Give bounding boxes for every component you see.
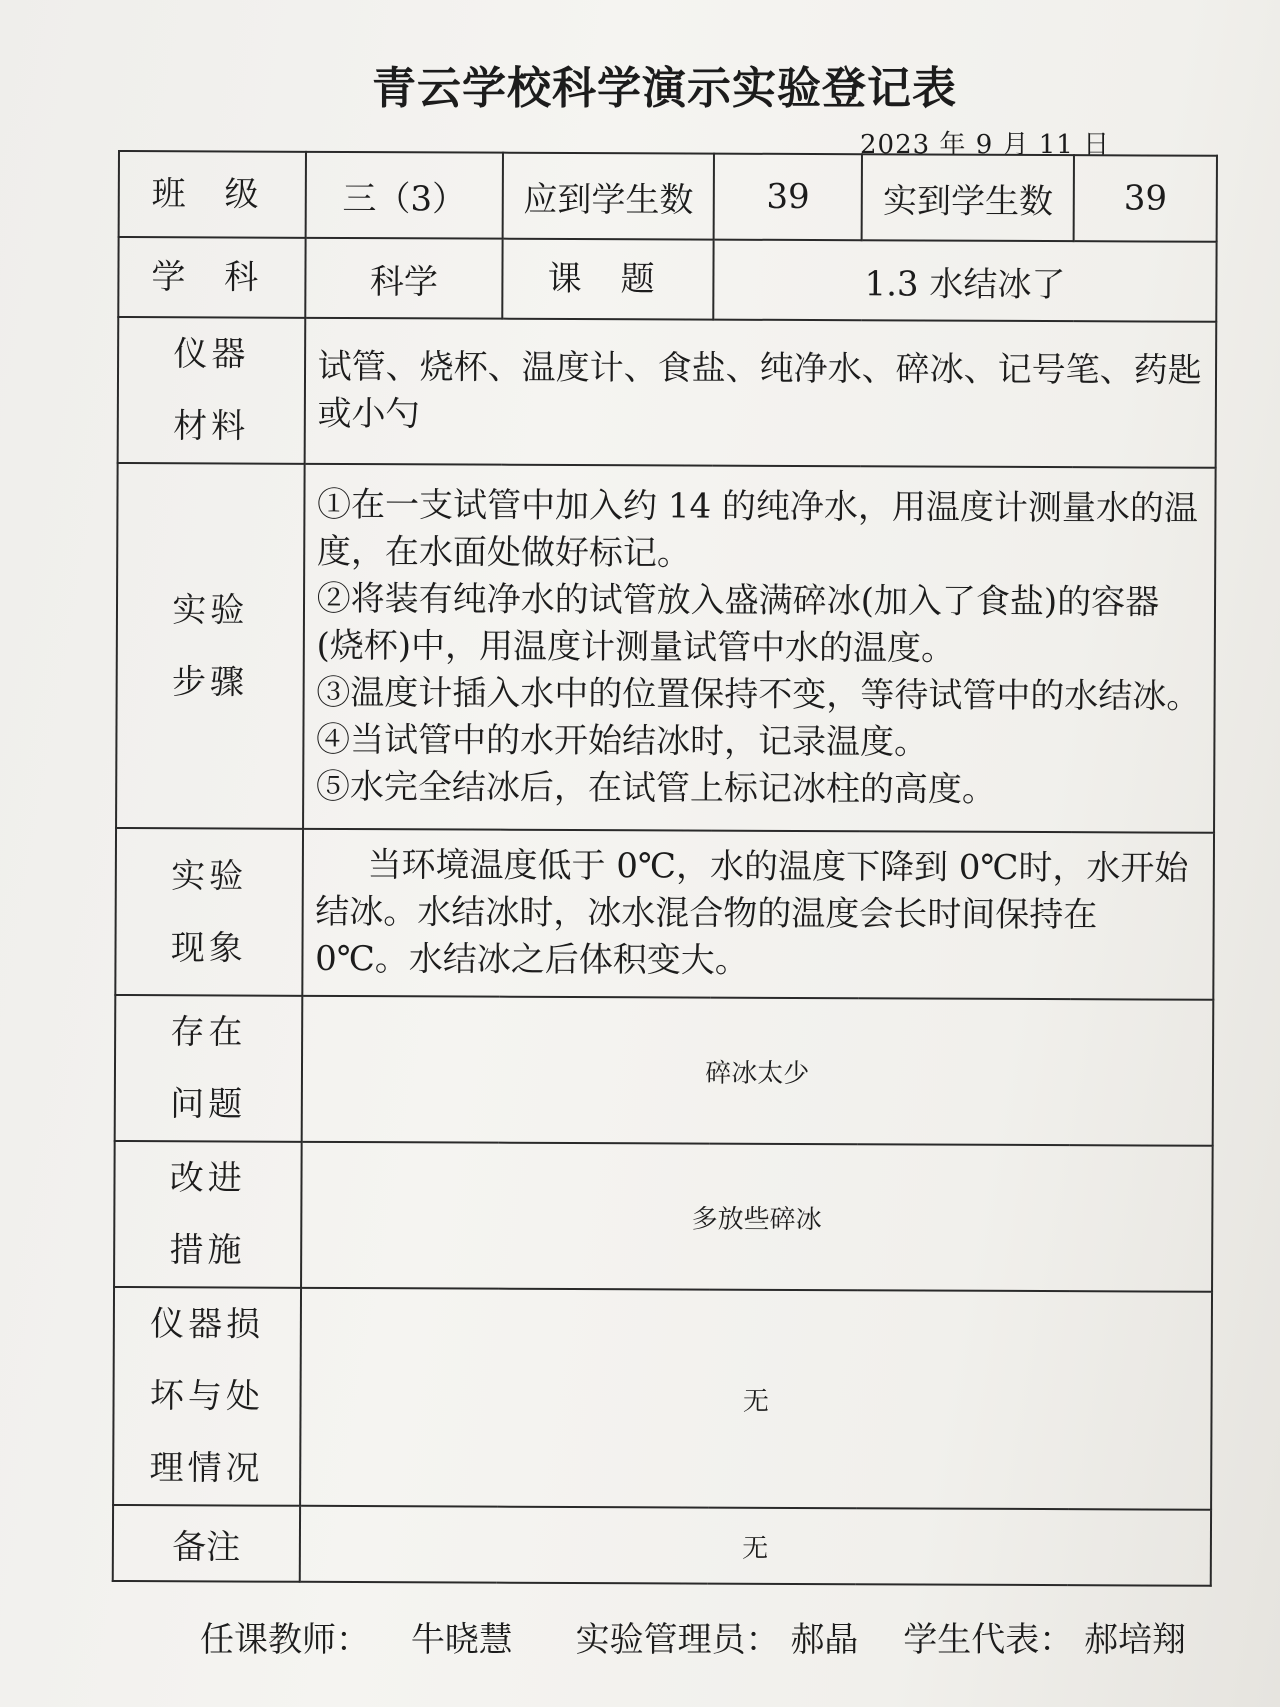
subject-label: 学 科 (118, 237, 305, 318)
subject-value: 科学 (305, 238, 503, 319)
list-item: ③温度计插入水中的位置保持不变，等待试管中的水结冰。 (316, 672, 1201, 717)
actual-students-label: 实到学生数 (862, 154, 1074, 241)
phenomenon-value: 当环境温度低于 0℃，水的温度下降到 0℃时，水开始结冰。水结冰时，冰水混合物的温度会长时间保持在 0℃。水结冰之后体积变大。 (302, 829, 1214, 1000)
list-item: ①在一支试管中加入约 14 的纯净水，用温度计测量水的温度，在水面处做好标记。 (316, 484, 1199, 574)
class-value: 三（3） (305, 152, 503, 239)
admin-name: 郝晶 (790, 1620, 859, 1660)
materials-label: 仪器 材料 (118, 317, 305, 464)
improvements-label: 改进 措施 (114, 1141, 301, 1288)
class-label: 班 级 (119, 151, 306, 238)
student-label: 学生代表： (903, 1620, 1074, 1660)
steps-label: 实验 步骤 (116, 463, 304, 829)
registration-table (112, 150, 1218, 1587)
table-row-materials (118, 317, 1217, 468)
list-item: ⑤水完全结冰后，在试管上标记冰柱的高度。 (315, 766, 996, 810)
damage-label: 仪器损 坏与处 理情况 (113, 1287, 301, 1506)
damage-value: 无 (300, 1288, 1212, 1510)
student-name: 郝培翔 (1084, 1620, 1187, 1660)
list-item: ④当试管中的水开始结冰时，记录温度。 (315, 719, 929, 763)
table-row-improvements (114, 1141, 1213, 1292)
table-row-steps (116, 463, 1216, 833)
steps-list (303, 464, 1216, 833)
table-row-remarks (113, 1505, 1211, 1586)
list-item: ②将装有纯净水的试管放入盛满碎冰(加入了食盐)的容器(烧杯)中，用温度计测量试管中水的温度。 (316, 578, 1160, 669)
table-row-phenomenon (115, 828, 1214, 1000)
page-title: 青云学校科学演示实验登记表 (372, 63, 957, 114)
improvements-value: 多放些碎冰 (301, 1142, 1213, 1292)
admin-label: 实验管理员： (575, 1620, 780, 1660)
remarks-value: 无 (299, 1506, 1211, 1586)
table-row-subject (118, 237, 1216, 322)
table-row-damage (113, 1287, 1212, 1510)
teacher-name: 牛晓慧 (410, 1620, 513, 1660)
table-row-problems (115, 995, 1214, 1146)
signature-line (200, 1612, 1186, 1661)
actual-students-value: 39 (1074, 155, 1217, 242)
topic-label: 课 题 (503, 239, 714, 320)
topic-value: 1.3 水结冰了 (713, 240, 1216, 322)
table-row-class (119, 151, 1217, 242)
expected-students-label: 应到学生数 (503, 153, 714, 240)
remarks-label: 备注 (113, 1505, 300, 1582)
expected-students-value: 39 (714, 154, 863, 241)
date: 2023 年 9 月 11 日 (860, 130, 1111, 160)
phenomenon-label: 实验 现象 (115, 828, 302, 996)
problems-label: 存在 问题 (115, 995, 302, 1142)
materials-value: 试管、烧杯、温度计、食盐、纯净水、碎冰、记号笔、药匙或小勺 (304, 318, 1216, 468)
problems-value: 碎冰太少 (301, 996, 1213, 1146)
teacher-label: 任课教师： (200, 1620, 370, 1660)
